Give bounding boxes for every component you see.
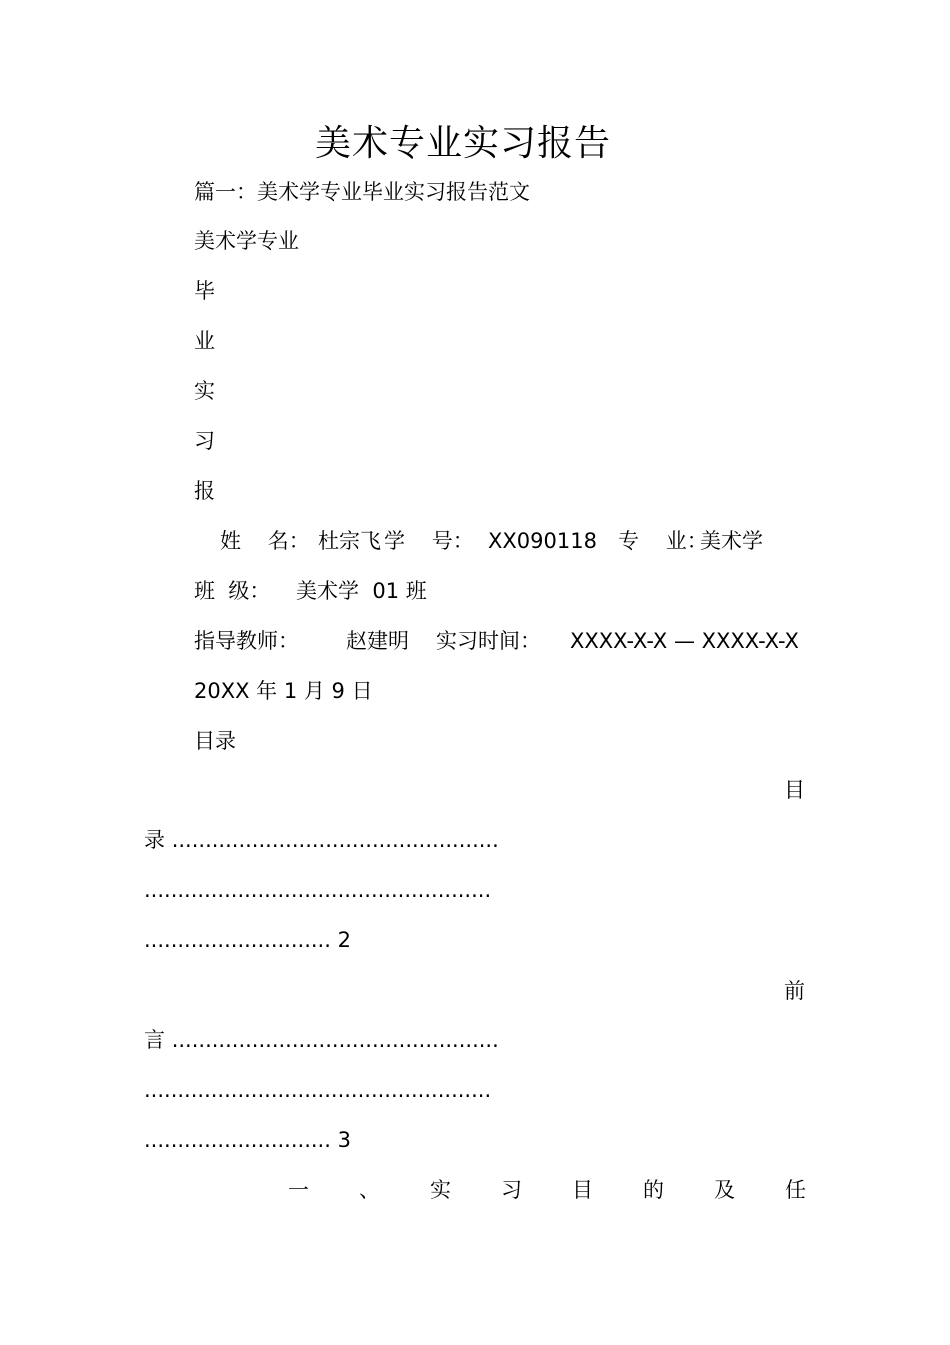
cover-char: 实 — [194, 379, 215, 403]
toc-entry-char: 言 — [144, 1028, 165, 1052]
student-id-label: 学 号： — [384, 529, 474, 553]
section-heading-char: 、 — [359, 1178, 380, 1202]
section-heading-char: 实 — [430, 1178, 451, 1202]
toc-entry-line — [144, 1126, 351, 1154]
teacher-value: 赵建明 — [346, 629, 409, 653]
toc-leader-dots: ............................ — [144, 1128, 331, 1152]
toc-page-number: 2 — [337, 928, 351, 952]
class-value: 美术学 01 班 — [296, 579, 427, 603]
toc-entry-line — [144, 826, 499, 854]
section-heading-char: 一 — [288, 1178, 309, 1202]
document-title: 美术专业实习报告 — [314, 123, 611, 164]
toc-leader-dots: ................................................. — [171, 828, 499, 852]
toc-leader-dots: .................................................... — [144, 1078, 492, 1102]
toc-page-number: 3 — [337, 1128, 351, 1152]
subtitle: 篇一：美术学专业毕业实习报告范文 — [194, 180, 530, 204]
major-label: 专 业： — [618, 529, 708, 553]
toc-entry-char: 录 — [144, 828, 165, 852]
class-label: 班 级： — [194, 579, 271, 603]
student-id-value: XX090118 — [488, 529, 597, 553]
section-heading-char: 任 — [785, 1178, 806, 1202]
report-date: 20XX 年 1 月 9 日 — [194, 679, 373, 703]
section-heading — [288, 1176, 806, 1204]
toc-entry-line — [144, 926, 351, 954]
name-label: 姓 名： — [220, 529, 310, 553]
cover-major: 美术学专业 — [194, 229, 299, 253]
major-value: 美术学 — [700, 529, 763, 553]
toc-leader-dots: .................................................... — [144, 878, 492, 902]
toc-leader-dots: ............................ — [144, 928, 331, 952]
toc-entry-char: 目 — [784, 778, 805, 802]
name-value: 杜宗飞 — [318, 529, 381, 553]
cover-char: 业 — [194, 329, 215, 353]
toc-entry-line — [144, 1026, 499, 1054]
teacher-label: 指导教师： — [194, 629, 299, 653]
section-heading-char: 的 — [643, 1178, 664, 1202]
period-label: 实习时间： — [436, 629, 541, 653]
period-value: XXXX-X-X — XXXX-X-X — [570, 629, 799, 653]
cover-char: 习 — [194, 429, 215, 453]
section-heading-char: 目 — [572, 1178, 593, 1202]
section-heading-char: 习 — [501, 1178, 522, 1202]
cover-char: 报 — [194, 479, 215, 503]
cover-char: 毕 — [194, 279, 215, 303]
section-heading-char: 及 — [714, 1178, 735, 1202]
toc-entry-char: 前 — [784, 979, 805, 1003]
toc-leader-dots: ................................................. — [171, 1028, 499, 1052]
toc-heading: 目录 — [194, 729, 236, 753]
